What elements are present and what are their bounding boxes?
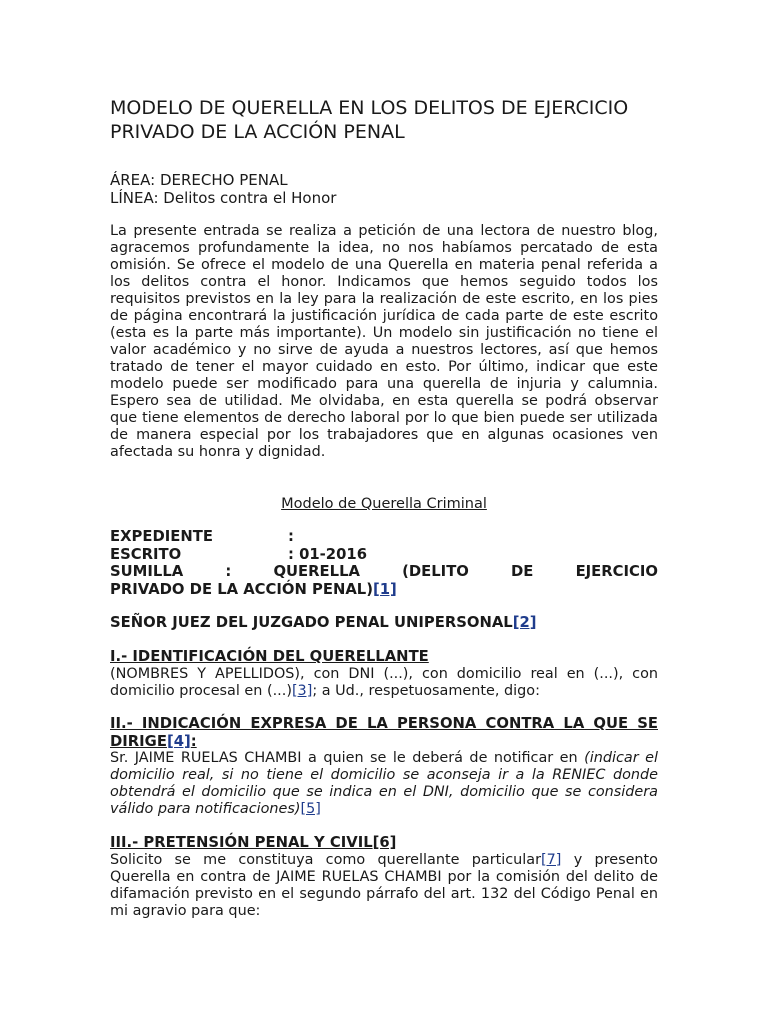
judge-address-text: SEÑOR JUEZ DEL JUZGADO PENAL UNIPERSONAL — [110, 614, 513, 631]
escrito-row — [110, 546, 658, 564]
document-title: MODELO DE QUERELLA EN LOS DELITOS DE EJERCICIO PRIVADO DE LA ACCIÓN PENAL — [110, 97, 629, 143]
section-3-text — [110, 852, 658, 920]
section-pretension — [110, 834, 658, 920]
footnote-link-7[interactable]: [7] — [541, 851, 562, 868]
footnote-link-3[interactable]: [3] — [291, 682, 313, 699]
expediente-label: EXPEDIENTE — [110, 528, 213, 545]
section-2-heading-text: DIRIGE — [110, 732, 167, 750]
escrito-label: ESCRITO — [110, 545, 182, 563]
section-persona — [110, 715, 658, 818]
sumilla-line-2 — [110, 581, 658, 599]
footnote-link-6[interactable]: [6] — [372, 834, 397, 851]
section-2-text-a: Sr. JAIME RUELAS CHAMBI a quien se le deberá de notificar en — [110, 750, 585, 766]
section-3-heading — [110, 834, 658, 852]
section-2-text — [110, 750, 658, 818]
section-1-text-b: ; a Ud., respetuosamente, digo: — [312, 682, 540, 699]
section-3-heading-text: III.- PRETENSIÓN PENAL Y CIVIL — [110, 834, 373, 851]
sumilla-line-2-text: PRIVADO DE LA ACCIÓN PENAL) — [110, 580, 373, 598]
section-2-heading-line-1: II.- INDICACIÓN EXPRESA DE LA PERSONA CONTRA LA QUE SE — [110, 715, 658, 732]
footnote-link-2[interactable]: [2] — [512, 614, 537, 631]
escrito-value: : 01-2016 — [288, 545, 367, 563]
section-3-text-a: Solicito se me constituya como querellante particular — [110, 851, 542, 868]
linea-label: LÍNEA: Delitos contra el Honor — [110, 189, 337, 207]
metadata-block — [110, 171, 336, 207]
judge-address — [110, 614, 658, 631]
sumilla-line-1: SUMILLA : QUERELLA (DELITO DE EJERCICIO — [110, 563, 658, 580]
section-identificacion — [110, 648, 658, 700]
intro-paragraph: La presente entrada se realiza a petición de una lectora de nuestro blog, agracemos profundamente la idea, no nos habíamos percatado de esta omisión. Se ofrece el modelo de una Querella en materia penal referida a los delitos contra el honor. Indicamos que hemos seguido todos los requisitos previstos en la ley para la realización de este escrito, en los pies de página encontrará la justificación jurídica de cada parte de este escrito (esta es la parte más importante). Un modelo sin justificación no tiene el valor académico y no sirve de ayuda a nuestros lectores, así que hemos tratado de tener el mayor cuidado en esto. Por último, indicar que este modelo puede ser modificado para una querella de injuria y calumnia. Espero sea de utilidad. Me olvidaba, en esta querella se podrá observar que tiene elementos de derecho laboral por lo que bien puede ser utilizada de manera especial por los trabajadores que en algunas ocasiones ven afectada su honra y dignidad. — [110, 223, 658, 460]
model-subtitle — [110, 495, 658, 513]
case-header — [110, 528, 658, 598]
section-3-text-b: y presento Querella en contra de JAIME RUELAS CHAMBI por la comisión del delito de difamación previsto en el segundo párrafo del art. 132 del Código Penal en mi agravio para que: — [110, 851, 658, 919]
section-2-heading-line-2 — [110, 733, 658, 751]
section-1-text — [110, 666, 658, 700]
section-1-text-a: (NOMBRES Y APELLIDOS), con DNI (...), con domicilio real en (...), con domicilio procesal en (...) — [110, 665, 658, 699]
section-1-heading: I.- IDENTIFICACIÓN DEL QUERELLANTE — [110, 648, 429, 665]
model-subtitle-text: Modelo de Querella Criminal — [281, 496, 487, 512]
section-2-text-italic: (indicar el domicilio real, si no tiene el domicilio se aconseja ir a la RENIEC donde obtendrá el domicilio que se indica en el DNI, domicilio que se considera válido para notificaciones) — [110, 750, 658, 817]
section-2-colon: : — [190, 732, 197, 750]
footnote-link-5[interactable]: [5] — [300, 801, 321, 817]
area-label: ÁREA: DERECHO PENAL — [110, 171, 288, 189]
footnote-link-1[interactable]: [1] — [373, 580, 397, 598]
expediente-row — [110, 528, 658, 546]
expediente-value: : — [288, 528, 294, 545]
footnote-link-4[interactable]: [4] — [166, 732, 191, 750]
